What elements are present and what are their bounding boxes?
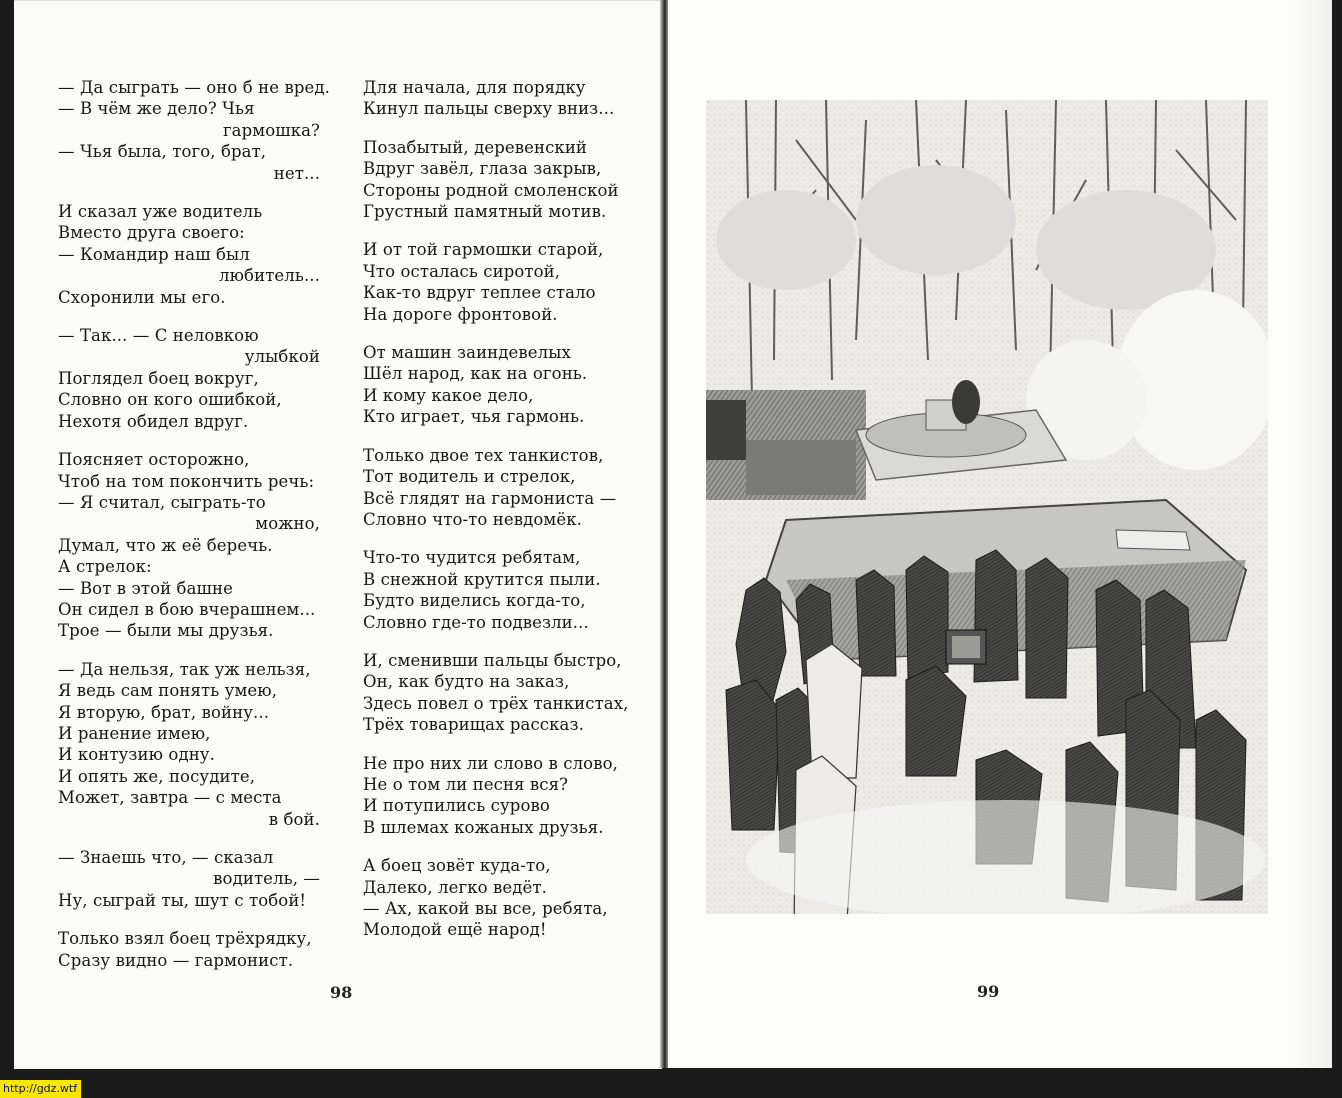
stanza-break: [58, 642, 320, 659]
poem-line: Позабытый, деревенский: [363, 137, 588, 157]
poem-line: Может, завтра — с места: [58, 788, 282, 808]
poem-line: И, сменивши пальцы быстро,: [363, 650, 622, 670]
poem-line: Что-то чудится ребятам,: [363, 548, 581, 568]
right-page: [668, 0, 1332, 1068]
poem-line: водитель, —: [213, 869, 320, 889]
poem-line: Кинул пальцы сверху вниз...: [363, 99, 615, 119]
poem-line: можно,: [255, 514, 320, 534]
poem-line: От машин заиндевелых: [363, 343, 571, 363]
poem-line: Вдруг завёл, глаза закрыв,: [363, 159, 602, 179]
poem-line: Не о том ли песня вся?: [363, 774, 569, 794]
stanza-break: [58, 911, 320, 928]
poem-line: Молодой ещё народ!: [363, 920, 547, 940]
poem-line: В шлемах кожаных друзья.: [363, 817, 604, 837]
poem-line: — Ах, какой вы все, ребята,: [363, 899, 608, 918]
poem-line: А боец зовёт куда-то,: [363, 856, 551, 876]
poem-line: И опять же, посудите,: [58, 766, 256, 786]
poem-line: Шёл народ, как на огонь.: [363, 364, 588, 384]
poem-line: И кому какое дело,: [363, 385, 534, 405]
poem-line: Чтоб на том покончить речь:: [58, 471, 315, 491]
poem-line: И от той гармошки старой,: [363, 240, 604, 260]
stanza-break: [58, 830, 320, 847]
stanza-break: [363, 838, 631, 855]
poem-line: — В чём же дело? Чья: [58, 99, 255, 119]
stanza-break: [363, 325, 631, 342]
stanza-break: [363, 120, 631, 137]
poem-line: Для начала, для порядку: [363, 78, 586, 97]
poem-line: Только двое тех танкистов,: [363, 445, 604, 465]
page-number: 98: [330, 983, 353, 1002]
poem-line: Только взял боец трёхрядку,: [58, 929, 312, 949]
poem-line: Грустный памятный мотив.: [363, 202, 607, 222]
truck: [706, 390, 866, 500]
poem-column-left: [58, 77, 330, 971]
poem-line: А стрелок:: [58, 557, 152, 577]
poem-line: Трое — были мы друзья.: [58, 621, 274, 641]
poem-line: Не про них ли слово в слово,: [363, 753, 618, 773]
poem-line: Думал, что ж её беречь.: [58, 535, 273, 555]
page-shade: [1292, 0, 1332, 1068]
poem-line: — Знаешь что, — сказал: [58, 848, 274, 867]
poem-line: Поглядел боец вокруг,: [58, 368, 259, 388]
watermark-link[interactable]: http://gdz.wtf: [0, 1080, 81, 1098]
poem-line: И сказал уже водитель: [58, 202, 263, 222]
poem-line: Здесь повел о трёх танкистах,: [363, 693, 629, 713]
left-page: [14, 0, 662, 1069]
stanza-break: [363, 736, 631, 753]
poem-line: нет...: [273, 163, 320, 183]
poem-line: любитель...: [219, 266, 320, 286]
poem-line: — Чья была, того, брат,: [58, 142, 267, 162]
stanza-break: [363, 222, 631, 239]
poem-line: Тот водитель и стрелок,: [363, 467, 576, 487]
poem-line: — Вот в этой башне: [58, 578, 233, 598]
stanza-break: [58, 308, 320, 325]
poem-line: Нехотя обидел вдруг.: [58, 411, 249, 431]
poem-line: Трёх товарищах рассказ.: [363, 715, 584, 735]
poem-line: Словно что-то невдомёк.: [363, 509, 582, 529]
poem-line: гармошка?: [222, 120, 320, 140]
stanza-break: [58, 432, 320, 449]
poem-line: — Да сыграть — оно б не вред.: [58, 78, 330, 97]
poem-line: улыбкой: [244, 347, 320, 367]
poem-line: Он, как будто на заказ,: [363, 672, 570, 692]
poem-line: Я ведь сам понять умею,: [58, 681, 278, 701]
poem-line: — Командир наш был: [58, 244, 250, 264]
stanza-break: [58, 184, 320, 201]
poem-line: в бой.: [268, 809, 320, 829]
poem-line: Будто виделись когда-то,: [363, 591, 586, 611]
poem-line: Он сидел в бою вчерашнем...: [58, 599, 316, 619]
poem-line: — Да нельзя, так уж нельзя,: [58, 659, 311, 679]
accordion-player: [946, 630, 986, 664]
poem-line: Словно где-то подвезли...: [363, 612, 589, 632]
poem-line: Что осталась сиротой,: [363, 261, 561, 281]
illustration: [706, 100, 1268, 914]
poem-line: И контузию одну.: [58, 745, 215, 765]
poem-line: — Так... — С неловкою: [58, 326, 259, 346]
poem-line: И ранение имею,: [58, 723, 211, 743]
poem-line: На дороге фронтовой.: [363, 304, 558, 324]
poem-line: Схоронили мы его.: [58, 287, 226, 307]
poem-line: — Я считал, сыграть-то: [58, 492, 266, 512]
stanza-break: [363, 428, 631, 445]
poem-line: Кто играет, чья гармонь.: [363, 407, 585, 427]
poem-line: Поясняет осторожно,: [58, 450, 250, 470]
poem-line: Далеко, легко ведёт.: [363, 877, 547, 897]
poem-line: И потупились сурово: [363, 796, 550, 816]
poem-line: Сразу видно — гармонист.: [58, 950, 294, 970]
poem-line: Всё глядят на гармониста —: [363, 488, 617, 508]
poem-line: Я вторую, брат, войну...: [58, 702, 270, 722]
winter-scene-drawing: [706, 100, 1268, 914]
poem-line: Ну, сыграй ты, шут с тобой!: [58, 890, 307, 910]
poem-line: В снежной крутится пыли.: [363, 569, 601, 589]
poem-line: Словно он кого ошибкой,: [58, 390, 282, 410]
poem-column-right: [363, 77, 631, 941]
page-number: 99: [977, 982, 1000, 1001]
poem-line: Стороны родной смоленской: [363, 180, 619, 200]
stanza-break: [363, 633, 631, 650]
stanza-break: [363, 530, 631, 547]
poem-line: Вместо друга своего:: [58, 223, 245, 243]
poem-line: Как-то вдруг теплее стало: [363, 283, 596, 303]
